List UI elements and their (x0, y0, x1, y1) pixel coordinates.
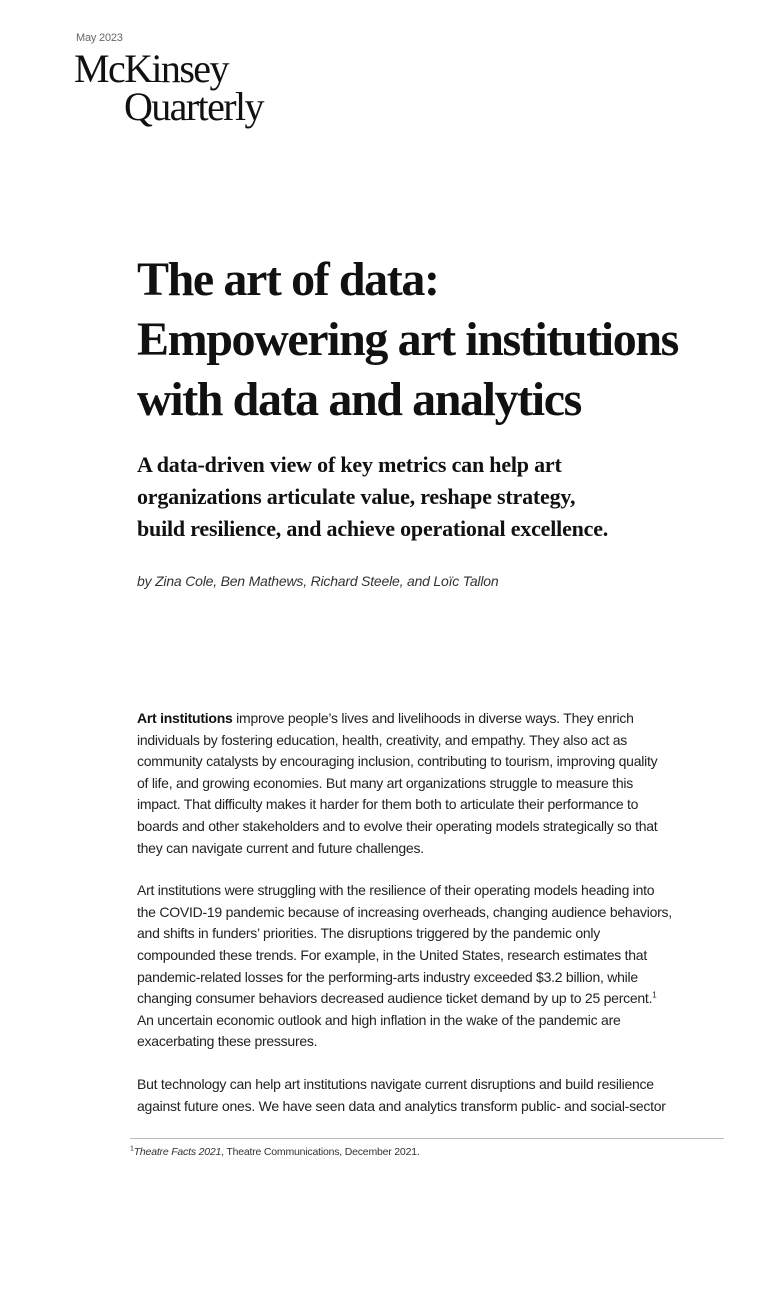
article-title (137, 250, 757, 430)
article-body (137, 708, 737, 1138)
body-line: the COVID-19 pandemic because of increasing overheads, changing audience behaviors, (137, 903, 672, 920)
subtitle-line: organizations articulate value, reshape strategy, (137, 484, 576, 509)
body-line: community catalysts by encouraging inclusion, contributing to tourism, improving quality (137, 753, 658, 770)
body-text: changing consumer behaviors decreased audience ticket demand by up to 25 percent. (137, 990, 653, 1007)
body-line: they can navigate current and future challenges. (137, 839, 424, 856)
footnote-divider (130, 1138, 724, 1139)
title-line: The art of data: (137, 253, 439, 306)
footnote-source-title: Theatre Facts 2021 (133, 1146, 222, 1158)
title-line: with data and analytics (137, 373, 581, 426)
issue-date: May 2023 (76, 32, 123, 44)
logo-line-2: Quarterly (124, 84, 263, 129)
paragraph-1 (137, 708, 737, 859)
body-line: against future ones. We have seen data and analytics transform public- and social-sector (137, 1097, 666, 1114)
body-line: compounded these trends. For example, in the United States, research estimates that (137, 946, 647, 963)
footnote-reference[interactable]: 1 (652, 990, 657, 1000)
logo-line-1: McKinsey (74, 46, 228, 91)
author-byline: by Zina Cole, Ben Mathews, Richard Steele, and Loïc Tallon (137, 573, 499, 589)
paragraph-3 (137, 1074, 737, 1117)
body-line: An uncertain economic outlook and high inflation in the wake of the pandemic are (137, 1011, 621, 1028)
body-line: of life, and growing economies. But many art organizations struggle to measure this (137, 774, 633, 791)
body-line: Art institutions were struggling with the resilience of their operating models heading into (137, 882, 655, 899)
body-line: impact. That difficulty makes it harder for them both to articulate their performance to (137, 796, 639, 813)
paragraph-2 (137, 880, 737, 1053)
footnote-marker: 1 (130, 1145, 134, 1153)
subtitle-line: build resilience, and achieve operational excellence. (137, 516, 609, 541)
footnote-source-detail: , Theatre Communications, December 2021. (221, 1146, 420, 1158)
body-line: But technology can help art institutions navigate current disruptions and build resilience (137, 1075, 654, 1092)
body-line: boards and other stakeholders and to evolve their operating models strategically so that (137, 817, 658, 834)
body-line (137, 988, 737, 1010)
body-text: improve people’s lives and livelihoods in diverse ways. They enrich (232, 710, 634, 726)
body-line (137, 708, 737, 730)
article-subtitle (137, 449, 737, 545)
subtitle-line: A data-driven view of key metrics can help art (137, 452, 562, 477)
body-line: and shifts in funders’ priorities. The disruptions triggered by the pandemic only (137, 925, 601, 942)
publication-logo[interactable] (74, 46, 263, 129)
body-line: exacerbating these pressures. (137, 1033, 318, 1050)
body-line: individuals by fostering education, health, creativity, and empathy. They also act as (137, 731, 628, 748)
lead-in: Art institutions (137, 710, 233, 726)
body-line: pandemic-related losses for the performing-arts industry exceeded $3.2 billion, while (137, 968, 638, 985)
footnote (130, 1146, 420, 1158)
title-line: Empowering art institutions (137, 313, 678, 366)
